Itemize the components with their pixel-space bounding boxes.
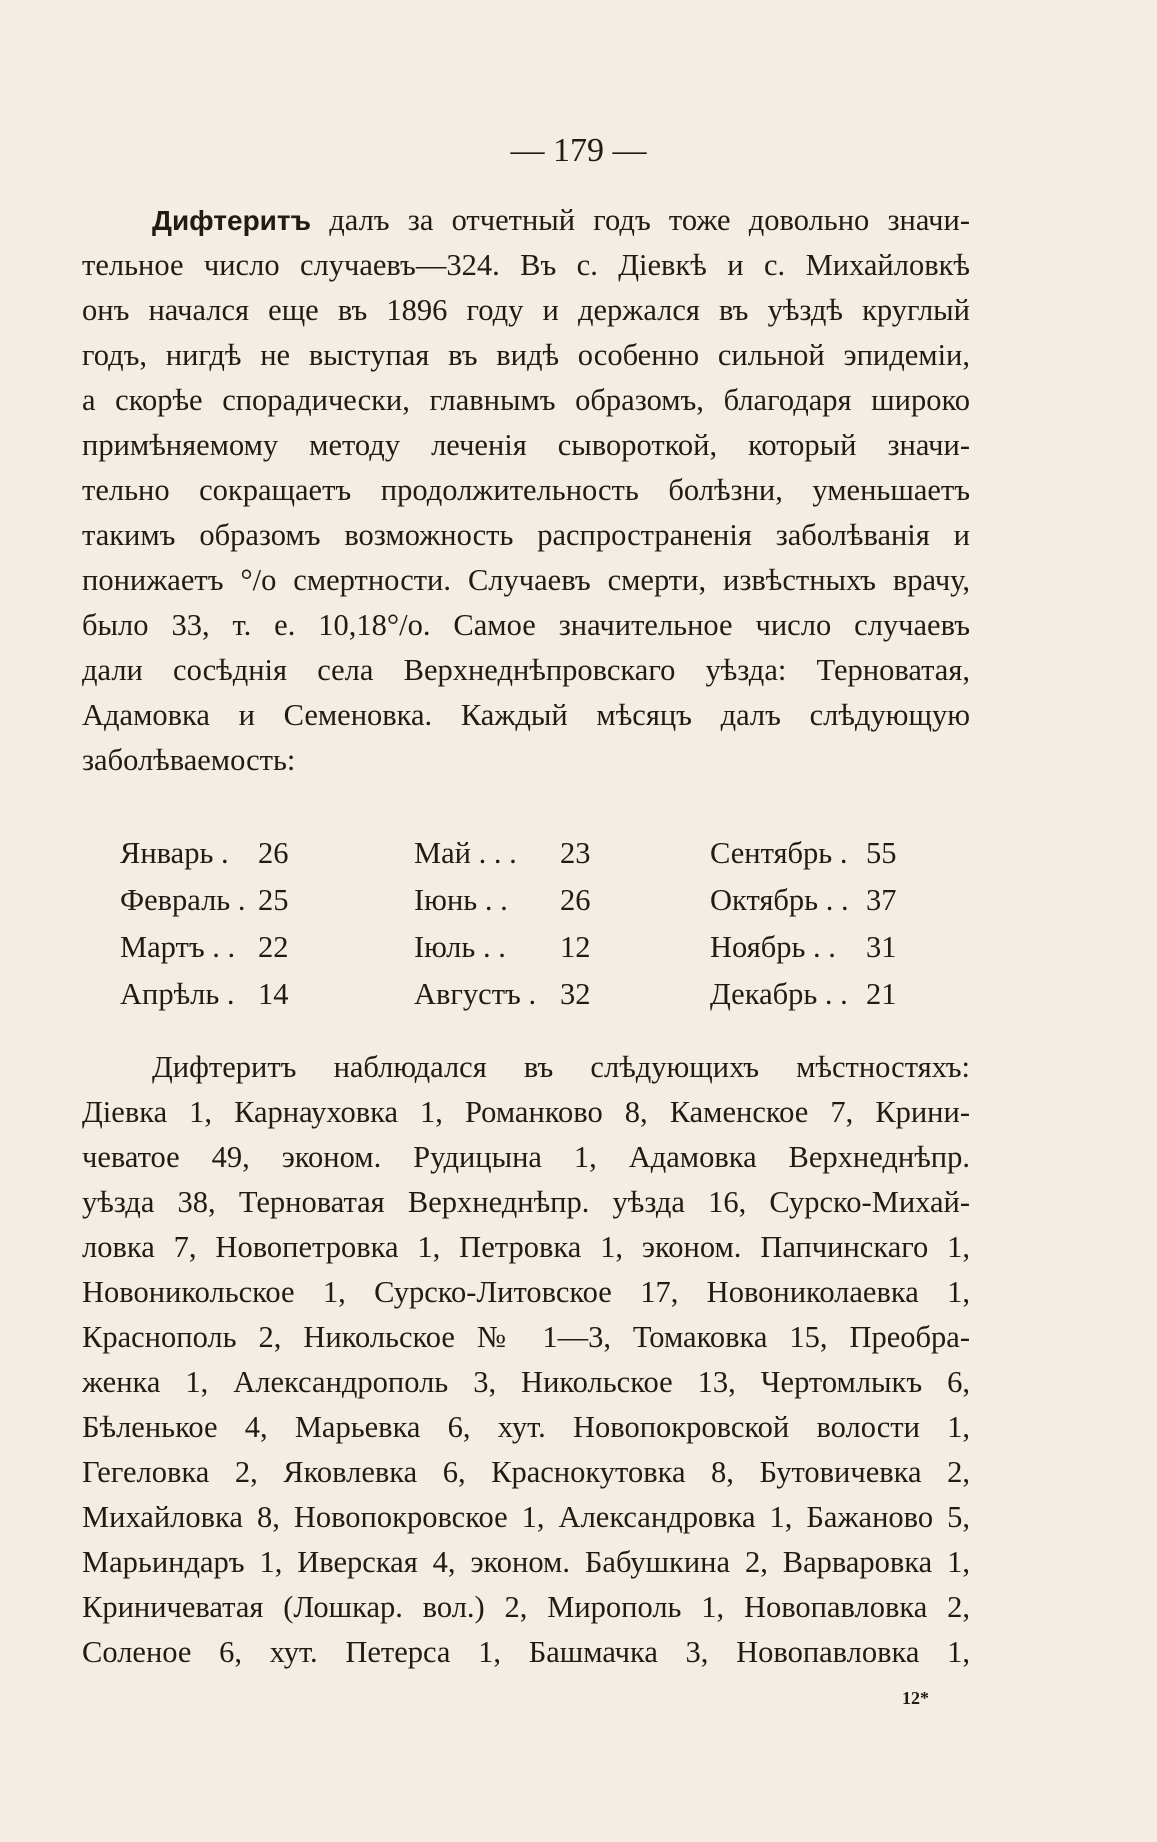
text-line: Краснополь 2, Никольское № 1—3, Томаковка 15, Преобра- (82, 1320, 970, 1354)
text-line: Дифтеритъ наблюдался въ слѣдующихъ мѣстностяхъ: (152, 1050, 970, 1084)
month-row (710, 924, 926, 971)
month-value: 12 (560, 930, 591, 964)
text-line: годъ, нигдѣ не выступая въ видѣ особенно сильной эпидеміи, (82, 338, 970, 372)
month-name: Іюнь . . (414, 883, 508, 917)
text-line: Діевка 1, Карнауховка 1, Романково 8, Каменское 7, Крини- (82, 1095, 970, 1129)
month-row (414, 830, 620, 877)
month-row (120, 924, 318, 971)
text-line: такимъ образомъ возможность распространенія заболѣванія и (82, 518, 970, 552)
month-value: 22 (258, 930, 289, 964)
text-line: Марьиндаръ 1, Иверская 4, эконом. Бабушкина 2, Варваровка 1, (82, 1545, 970, 1579)
month-name: Апрѣль . (120, 977, 235, 1011)
bold-heading-word: Дифтеритъ (152, 205, 312, 236)
text-line: примѣняемому методу леченія сывороткой, который значи- (82, 428, 970, 462)
text-line: Новоникольское 1, Сурско-Литовское 17, Новониколаевка 1, (82, 1275, 970, 1309)
text-line: тельное число случаевъ—324. Въ с. Діевкѣ и с. Михайловкѣ (82, 248, 970, 282)
month-value: 31 (866, 930, 897, 964)
text-line: было 33, т. е. 10,18°/o. Самое значительное число случаевъ (82, 608, 970, 642)
month-name: Декабрь . . (710, 977, 848, 1011)
text-line: чеватое 49, эконом. Рудицына 1, Адамовка Верхнеднѣпр. (82, 1140, 970, 1174)
paragraph-1-line-1: Дифтеритъ далъ за отчетный годъ тоже довольно значи- (152, 203, 970, 237)
months-column-2 (414, 830, 620, 1018)
month-name: Ноябрь . . (710, 930, 836, 964)
text-line: дали сосѣднія села Верхнеднѣпровскаго уѣзда: Терноватая, (82, 653, 970, 687)
text-line: понижаетъ °/o смертности. Случаевъ смерти, извѣстныхъ врачу, (82, 563, 970, 597)
months-column-1 (120, 830, 318, 1018)
text-line: а скорѣе спорадически, главнымъ образомъ, благодаря широко (82, 383, 970, 417)
month-name: Май . . . (414, 836, 517, 870)
text-line: Бѣленькое 4, Марьевка 6, хут. Новопокровской волости 1, (82, 1410, 970, 1444)
text-line: Гегеловка 2, Яковлевка 6, Краснокутовка 8, Бутовичевка 2, (82, 1455, 970, 1489)
text-line: ловка 7, Новопетровка 1, Петровка 1, эконом. Папчинскаго 1, (82, 1230, 970, 1264)
month-value: 23 (560, 836, 591, 870)
text-line: Соленое 6, хут. Петерса 1, Башмачка 3, Новопавловка 1, (82, 1635, 970, 1669)
month-value: 26 (258, 836, 289, 870)
text-line: женка 1, Александрополь 3, Никольское 13, Чертомлыкъ 6, (82, 1365, 970, 1399)
month-name: Январь . (120, 836, 229, 870)
month-value: 21 (866, 977, 897, 1011)
paragraph-2 (82, 1045, 970, 1675)
signature-mark: 12* (902, 1688, 929, 1708)
month-row (120, 877, 318, 924)
month-row (414, 924, 620, 971)
months-column-3 (710, 830, 926, 1018)
month-name: Сентябрь . (710, 836, 848, 870)
text-line: тельно сокращаетъ продолжительность болѣзни, уменьшаетъ (82, 473, 970, 507)
month-value: 25 (258, 883, 289, 917)
month-name: Мартъ . . (120, 930, 236, 964)
text-line: Адамовка и Семеновка. Каждый мѣсяцъ далъ слѣдующую (82, 698, 970, 732)
text-line: онъ начался еще въ 1896 году и держался въ уѣздѣ круглый (82, 293, 970, 327)
month-row (120, 830, 318, 877)
month-value: 37 (866, 883, 897, 917)
text-line: Криничеватая (Лошкар. вол.) 2, Миpополь 1, Новопавловка 2, (82, 1590, 970, 1624)
text-line: заболѣваемость: (82, 743, 296, 777)
month-value: 55 (866, 836, 897, 870)
month-value: 32 (560, 977, 591, 1011)
text-line: уѣзда 38, Терноватая Верхнеднѣпр. уѣзда 16, Сурско-Михай- (82, 1185, 970, 1219)
month-row (120, 971, 318, 1018)
text-line: Михайловка 8, Новопокровское 1, Александровка 1, Бажаново 5, (82, 1500, 970, 1534)
month-name: Іюль . . (414, 930, 506, 964)
month-row (414, 971, 620, 1018)
page-number: — 179 — (510, 132, 647, 169)
month-row (710, 877, 926, 924)
month-row (710, 971, 926, 1018)
month-value: 14 (258, 977, 289, 1011)
month-name: Августъ . (414, 977, 537, 1011)
month-name: Октябрь . . (710, 883, 849, 917)
paragraph-1 (82, 198, 970, 783)
month-row (710, 830, 926, 877)
month-name: Февраль . (120, 883, 246, 917)
month-value: 26 (560, 883, 591, 917)
month-row (414, 877, 620, 924)
